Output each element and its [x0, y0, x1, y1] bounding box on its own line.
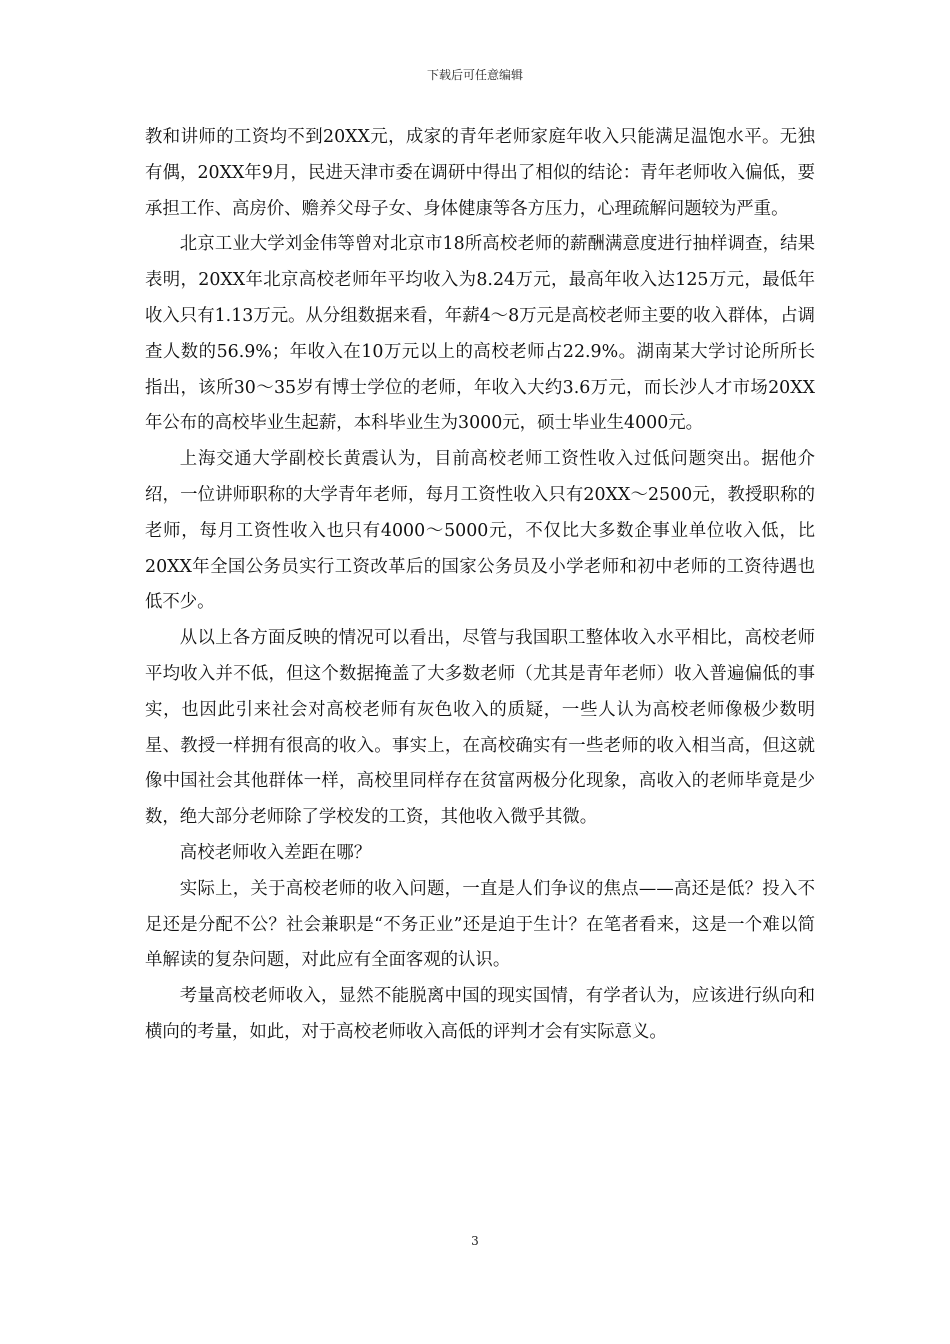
- paragraph-assessment: 考量高校老师收入，显然不能脱离中国的现实国情，有学者认为，应该进行纵向和横向的考量，如此，对于高校老师收入高低的评判才会有实际意义。: [145, 986, 815, 1042]
- paragraph-shanghai-jiaotong: 上海交通大学副校长黄震认为，目前高校老师工资性收入过低问题突出。据他介绍，一位讲师职称的大学青年老师，每月工资性收入只有20XX～2500元，教授职称的老师，每月工资性收入也只有4000～5000元，不仅比大多数企事业单位收入低，比20XX年全国公务员实行工资改革后的国家公务员及小学老师和初中老师的工资待遇也低不少。: [145, 449, 815, 613]
- paragraph-summary: 从以上各方面反映的情况可以看出，尽管与我国职工整体收入水平相比，高校老师平均收入并不低，但这个数据掩盖了大多数老师（尤其是青年老师）收入普遍偏低的事实，也因此引来社会对高校老师有灰色收入的质疑，一些人认为高校老师像极少数明星、教授一样拥有很高的收入。事实上，在高校确实有一些老师的收入相当高，但这就像中国社会其他群体一样，高校里同样存在贫富两极分化现象，高收入的老师毕竟是少数，绝大部分老师除了学校发的工资，其他收入微乎其微。: [145, 628, 815, 828]
- paragraph-beijing-survey: 北京工业大学刘金伟等曾对北京市18所高校老师的薪酬满意度进行抽样调查，结果表明，20XX年北京高校老师年平均收入为8.24万元，最高年收入达125万元，最低年收入只有1.13万元。从分组数据来看，年薪4～8万元是高校老师主要的收入群体，占调查人数的56.9%；年收入在10万元以上的高校老师占22.9%。湖南某大学讨论所所长指出，该所30～35岁有博士学位的老师，年收入大约3.6万元，而长沙人才市场20XX年公布的高校毕业生起薪，本科毕业生为3000元，硕士毕业生4000元。: [145, 234, 815, 434]
- page-number: 3: [471, 1234, 479, 1248]
- paragraph-controversy: 实际上，关于高校老师的收入问题，一直是人们争议的焦点——高还是低？投入不足还是分配不公？社会兼职是“不务正业”还是迫于生计？在笔者看来，这是一个难以简单解读的复杂问题，对此应有全面客观的认识。: [145, 878, 815, 971]
- page-header: 下载后可任意编辑: [426, 68, 523, 82]
- document-body: [145, 120, 815, 1051]
- section-heading: 高校老师收入差距在哪？: [179, 842, 372, 863]
- paragraph-continuation: 教和讲师的工资均不到20XX元，成家的青年老师家庭年收入只能满足温饱水平。无独有偶，20XX年9月，民进天津市委在调研中得出了相似的结论：青年老师收入偏低，要承担工作、高房价、赡养父母子女、身体健康等各方压力，心理疏解问题较为严重。: [145, 127, 815, 219]
